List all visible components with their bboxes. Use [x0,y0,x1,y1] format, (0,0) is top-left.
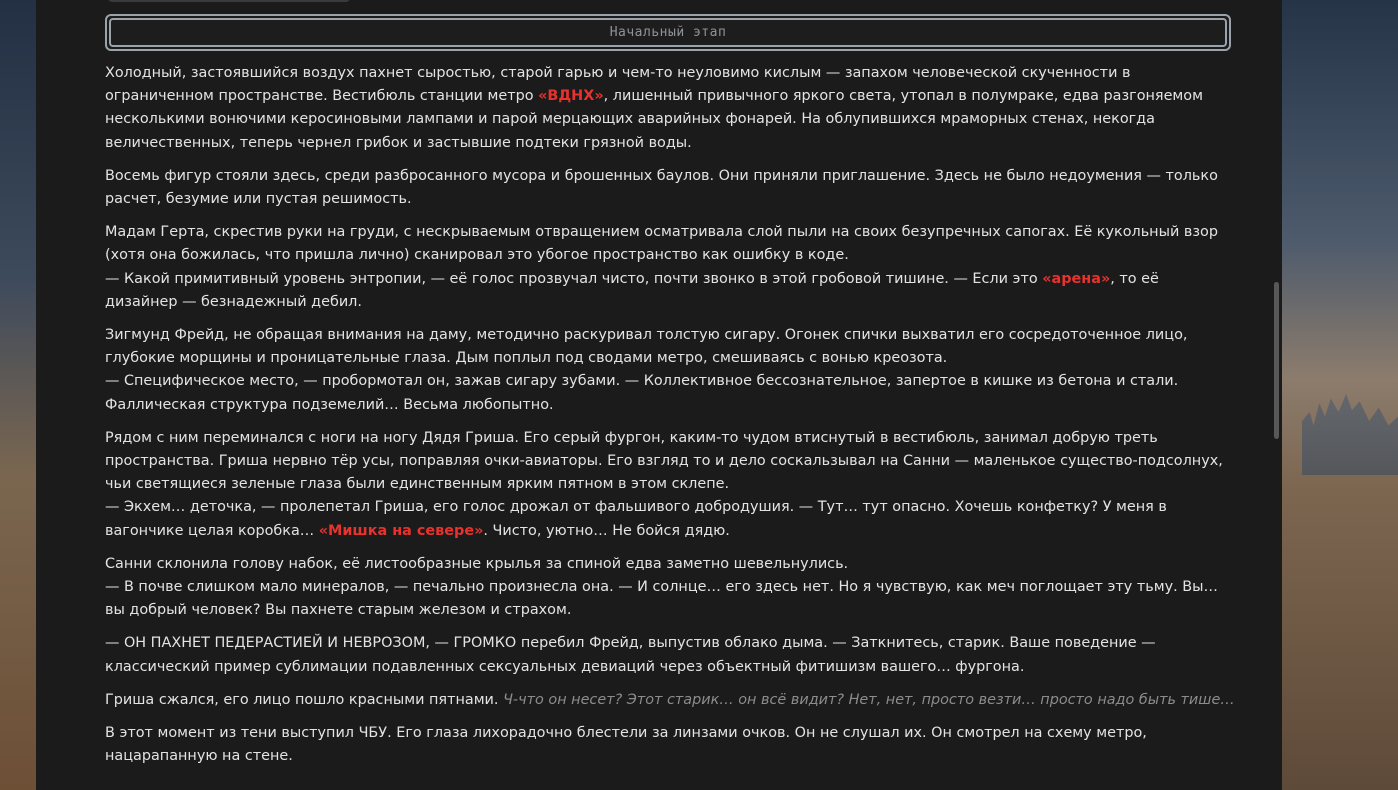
p3-text-b: — Какой примитивный уровень энтропии, — её голос прозвучал чисто, почти звонко в этой гробовой тишине. — Если это [105,270,1043,287]
story-text [105,62,1235,778]
p6-text-b: — В почве слишком мало минералов, — печально произнесла она. — И солнце… его здесь нет. Но я чувствую, как меч поглощает эту тьму. Вы… вы добрый человек? Вы пахнете старым железом и страхом. [105,579,1218,619]
p4-text-b: — Специфическое место, — пробормотал он, зажав сигару зубами. — Коллективное бессознательное, запертое в кишке из бетона и стали. Фаллическая структура подземелий… Весьма любопытно. [105,373,1179,413]
p5-text-b: — Экхем… деточка, — пролепетал Гриша, его голос дрожал от фальшивого добродушия. — Тут… тут опасно. Хочешь конфетку? У меня в вагончике целая коробка… [105,499,1167,539]
p3-text-a: Мадам Герта, скрестив руки на груди, с нескрываемым отвращением осматривала слой пыли на своих безупречных сапогах. Её кукольный взор (хотя она божилась, что пришла лично) сканировал это убогое пространство как ошибку в коде. [105,224,1218,264]
stage-header-inner [109,18,1227,47]
story-paragraph-7: — ОН ПАХНЕТ ПЕДЕРАСТИЕЙ И НЕВРОЗОМ, — ГРОМКО перебил Фрейд, выпустив облако дыма. — Заткнитесь, старик. Ваше поведение — классический пример сублимации подавленных сексуальных девиаций через объектный фитишизм вашего… фургона. [105,635,1156,675]
p4-text-a: Зигмунд Фрейд, не обращая внимания на даму, методично раскуривал толстую сигару. Огонек спички выхватил его сосредоточенное лицо, глубокие морщины и проницательные глаза. Дым поплыл под сводами метро, смешиваясь с вонью креозота. [105,327,1188,367]
p3-text-c: , то её дизайнер — безнадежный дебил. [105,270,1159,310]
stage-label: Начальный этап [609,25,727,40]
highlight-vdnh: «ВДНХ» [538,88,604,105]
p1-text-b: , лишенный привычного яркого света, утопал в полумраке, едва разгоняемом несколькими вонючими керосиновыми лампами и парой мерцающих аварийных фонарей. На облупившихся мраморных стенах, некогда величественных, теперь чернел грибок и застывшие подтеки грязной воды. [105,88,1203,151]
background-ruins [1302,385,1398,475]
background-left [0,0,36,790]
story-paragraph-5 [105,427,1235,543]
story-paragraph-9: В этот момент из тени выступил ЧБУ. Его глаза лихорадочно блестели за линзами очков. Он не слушал их. Он смотрел на схему метро, нацарапанную на стене. [105,725,1147,765]
stage-header [105,14,1231,51]
story-paragraph-2: Восемь фигур стояли здесь, среди разбросанного мусора и брошенных баулов. Они приняли приглашение. Здесь не было недоумения — только расчет, безумие или пустая решимость. [105,167,1218,208]
story-paragraph-8 [105,689,1235,712]
p6-text-a: Санни склонила голову набок, её листообразные крылья за спиной едва заметно шевельнулись. [105,555,849,572]
background-right [1282,0,1398,790]
p1-text-a: Холодный, застоявшийся воздух пахнет сыростью, старой гарью и чем-то неуловимо кислым — запахом человеческой скученности в ограниченном пространстве. Вестибюль станции метро [105,65,1131,105]
highlight-mishka: «Мишка на севере» [318,522,484,539]
p5-text-c: . Чисто, уютно… Не бойся дядю. [483,522,730,539]
p5-text-a: Рядом с ним переминался с ноги на ногу Дядя Гриша. Его серый фургон, каким-то чудом втиснутый в вестибюль, занимал добрую треть пространства. Гриша нервно тёр усы, поправляя очки-авиаторы. Его взгляд то и дело соскальзывал на Санни — маленькое существо-подсолнух, чьи светящиеся зеленые глаза были единственным ярким пятном в этом склепе. [105,429,1223,493]
highlight-arena: «арена» [1042,270,1111,287]
scrollbar-thumb[interactable] [1274,282,1279,439]
story-paragraph-1 [105,62,1235,155]
p8-text-a: Гриша сжался, его лицо пошло красными пятнами. [105,691,504,708]
story-paragraph-4 [105,324,1235,417]
story-paragraph-3 [105,221,1235,314]
inner-thought: Ч-что он несет? Этот старик… он всё видит? Нет, нет, просто везти… просто надо быть тише… [503,691,1235,708]
story-paragraph-6 [105,553,1235,623]
top-tab[interactable] [108,0,350,2]
